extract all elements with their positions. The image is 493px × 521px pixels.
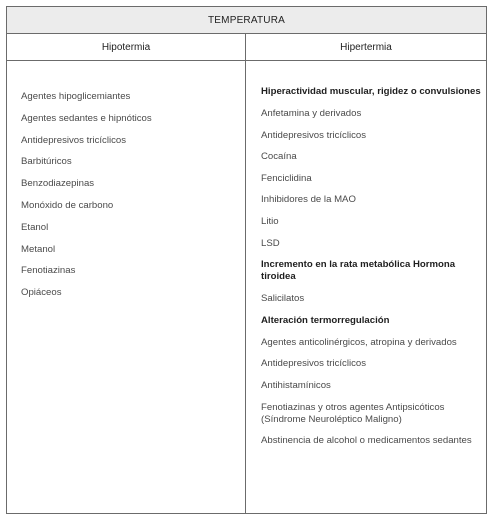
list-item: Antidepresivos tricíclicos	[21, 134, 127, 146]
list-item: Benzodiazepinas	[21, 178, 95, 190]
hyperthermia-group	[261, 86, 485, 250]
list-item: Opiáceos	[21, 287, 62, 299]
list-item: Antidepresivos tricíclicos	[261, 129, 367, 141]
list-item: Etanol	[21, 221, 49, 233]
group-heading: Hiperactividad muscular, rigidez o convulsiones	[261, 86, 481, 97]
list-item: Litio	[261, 215, 279, 227]
hyperthermia-list	[261, 86, 485, 457]
list-item: Cocaína	[261, 151, 297, 163]
group-heading: Alteración termorregulación	[261, 314, 390, 326]
hypothermia-list	[21, 91, 241, 309]
list-item: Fenotiazinas y otros agentes Antipsicóticos (Síndrome Neuroléptico Maligno)	[261, 401, 445, 425]
list-item: Antihistamínicos	[261, 379, 331, 391]
list-item: Fenciclidina	[261, 172, 312, 184]
column-header-row	[7, 34, 486, 61]
group-heading: Incremento en la rata metabólica Hormona tiroidea	[261, 259, 456, 283]
hyperthermia-group	[261, 259, 485, 305]
list-item: Abstinencia de alcohol o medicamentos sedantes	[261, 435, 472, 447]
column-divider	[245, 61, 246, 513]
column-header-hypothermia: Hipotermia	[7, 34, 246, 60]
list-item: LSD	[261, 237, 280, 249]
list-item: Salicilatos	[261, 293, 305, 305]
list-item: Barbitúricos	[21, 156, 72, 168]
temperature-table	[6, 6, 487, 514]
list-item: Fenotiazinas	[21, 265, 76, 277]
column-header-hyperthermia: Hipertermia	[340, 41, 392, 53]
list-item: Monóxido de carbono	[21, 199, 114, 211]
table-title: TEMPERATURA	[7, 7, 486, 34]
list-item: Agentes anticolinérgicos, atropina y derivados	[261, 336, 457, 348]
list-item: Agentes hipoglicemiantes	[21, 91, 131, 102]
list-item: Agentes sedantes e hipnóticos	[21, 112, 152, 124]
list-item: Inhibidores de la MAO	[261, 194, 356, 206]
list-item: Antidepresivos tricíclicos	[261, 358, 367, 370]
list-item: Anfetamina y derivados	[261, 108, 362, 119]
list-item: Metanol	[21, 243, 56, 255]
hyperthermia-group	[261, 315, 485, 447]
